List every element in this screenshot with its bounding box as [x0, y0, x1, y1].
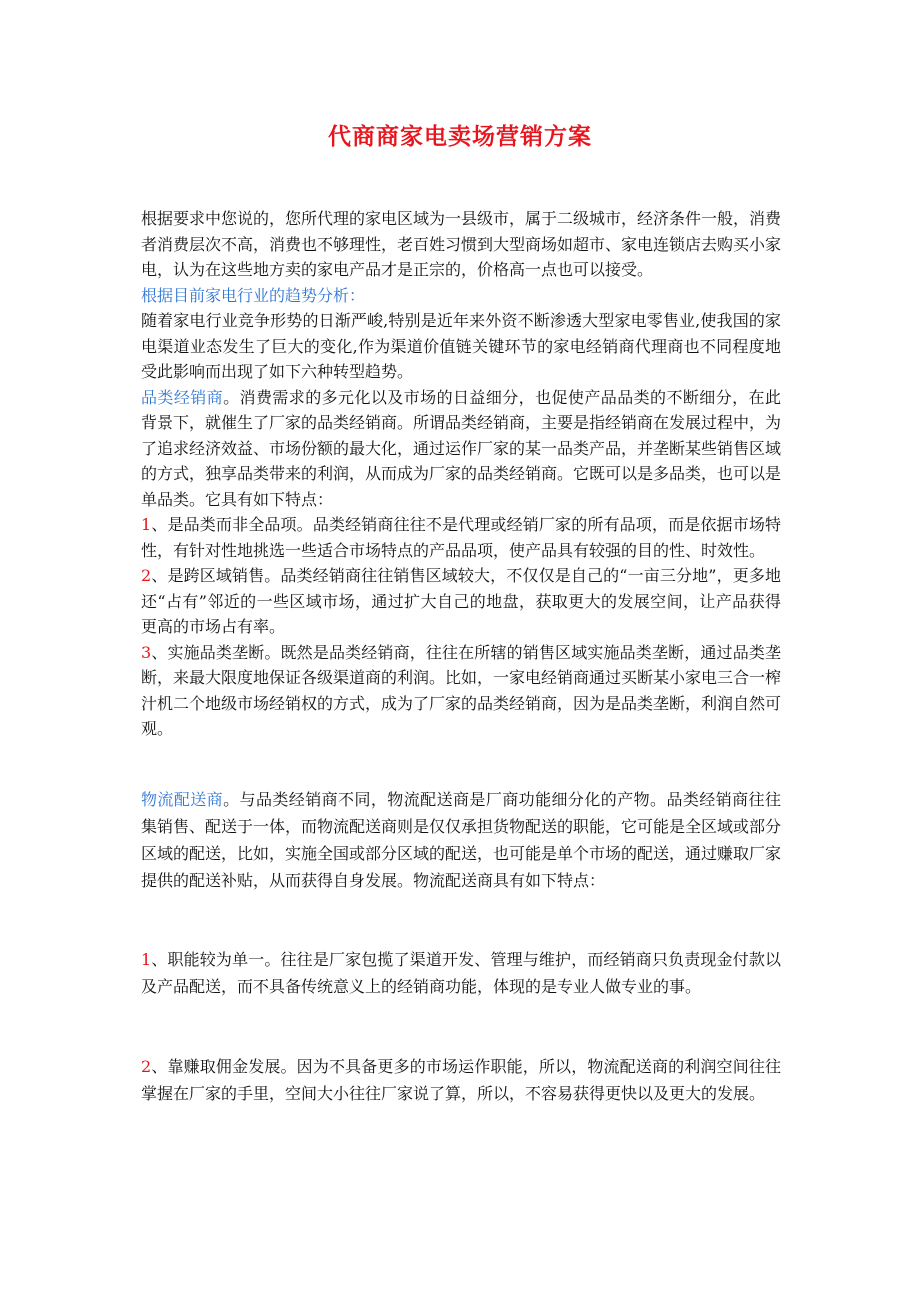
- logistics-paragraph: [141, 786, 781, 894]
- section-logistics: [141, 786, 781, 894]
- category-paragraph: [141, 385, 781, 513]
- category-point-2: [141, 563, 781, 640]
- category-term: 品类经销商: [141, 387, 224, 407]
- logistics-body: 。与品类经销商不同，物流配送商是厂商功能细分化的产物。品类经销商往往集销售、配送于一体，而物流配送商则是仅仅承担货物配送的职能，它可能是全区域或部分区域的配送，比如，实施全国或部分区域的配送，也可能是单个市场的配送，通过赚取厂家提供的配送补贴，从而获得自身发展。物流配送商具有如下特点：: [141, 790, 782, 890]
- point-number: 2: [141, 1057, 152, 1076]
- trend-heading: 根据目前家电行业的趋势分析：: [141, 285, 366, 305]
- section-intro: [141, 206, 781, 742]
- point-number: 3: [141, 642, 152, 662]
- point-number: 2: [141, 566, 152, 585]
- category-point-3: [141, 640, 781, 742]
- point-text: 、靠赚取佣金发展。因为不具备更多的市场运作职能，所以，物流配送商的利润空间往往掌握在厂家的手里，空间大小往往厂家说了算，所以，不容易获得更快以及更大的发展。: [141, 1057, 781, 1103]
- point-text: 、实施品类垄断。既然是品类经销商，往往在所辖的销售区域实施品类垄断，通过品类垄断，来最大限度地保证各级渠道商的利润。比如，一家电经销商通过买断某小家电三合一榨汁机二个地级市场经销权的方式，成为了厂家的品类经销商，因为是品类垄断，利润自然可观。: [141, 642, 782, 738]
- point-text: 、是品类而非全品项。品类经销商往往不是代理或经销厂家的所有品项，而是依据市场特性，有针对性地挑选一些适合市场特点的产品品项，使产品具有较强的目的性、时效性。: [141, 515, 781, 560]
- logistics-point-1: [141, 946, 781, 1000]
- logistics-point-2: [141, 1053, 781, 1107]
- point-number: 1: [141, 950, 152, 969]
- logistics-term: 物流配送商: [141, 790, 224, 809]
- trend-paragraph: 随着家电行业竞争形势的日渐严峻,特别是近年来外资不断渗透大型家电零售业,使我国的家电渠道业态发生了巨大的变化,作为渠道价值链关键环节的家电经销商代理商也不同程度地受此影响而出现了如下六种转型趋势。: [141, 311, 781, 381]
- document-title: 代商商家电卖场营销方案: [328, 123, 592, 150]
- point-number: 1: [141, 515, 152, 534]
- intro-paragraph: 根据要求中您说的，您所代理的家电区域为一县级市，属于二级城市，经济条件一般，消费者消费层次不高，消费也不够理性，老百姓习惯到大型商场如超市、家电连锁店去购买小家电，认为在这些地方卖的家电产品才是正宗的，价格高一点也可以接受。: [141, 209, 782, 279]
- point-text: 、是跨区域销售。品类经销商往往销售区域较大，不仅仅是自己的“一亩三分地”，更多地还“占有”邻近的一些区域市场，通过扩大自己的地盘，获取更大的发展空间，让产品获得更高的市场占有率。: [141, 566, 781, 636]
- category-body: 。消费需求的多元化以及市场的日益细分，也促使产品品类的不断细分，在此背景下，就催生了厂家的品类经销商。所谓品类经销商，主要是指经销商在发展过程中，为了追求经济效益、市场份额的最大化，通过运作厂家的某一品类产品，并垄断某些销售区域的方式，独享品类带来的利润，从而成为厂家的品类经销商。它既可以是多品类，也可以是单品类。它具有如下特点：: [141, 387, 782, 509]
- point-text: 、职能较为单一。往往是厂家包揽了渠道开发、管理与维护，而经销商只负责现金付款以及产品配送，而不具备传统意义上的经销商功能，体现的是专业人做专业的事。: [141, 950, 781, 996]
- category-point-1: [141, 512, 781, 563]
